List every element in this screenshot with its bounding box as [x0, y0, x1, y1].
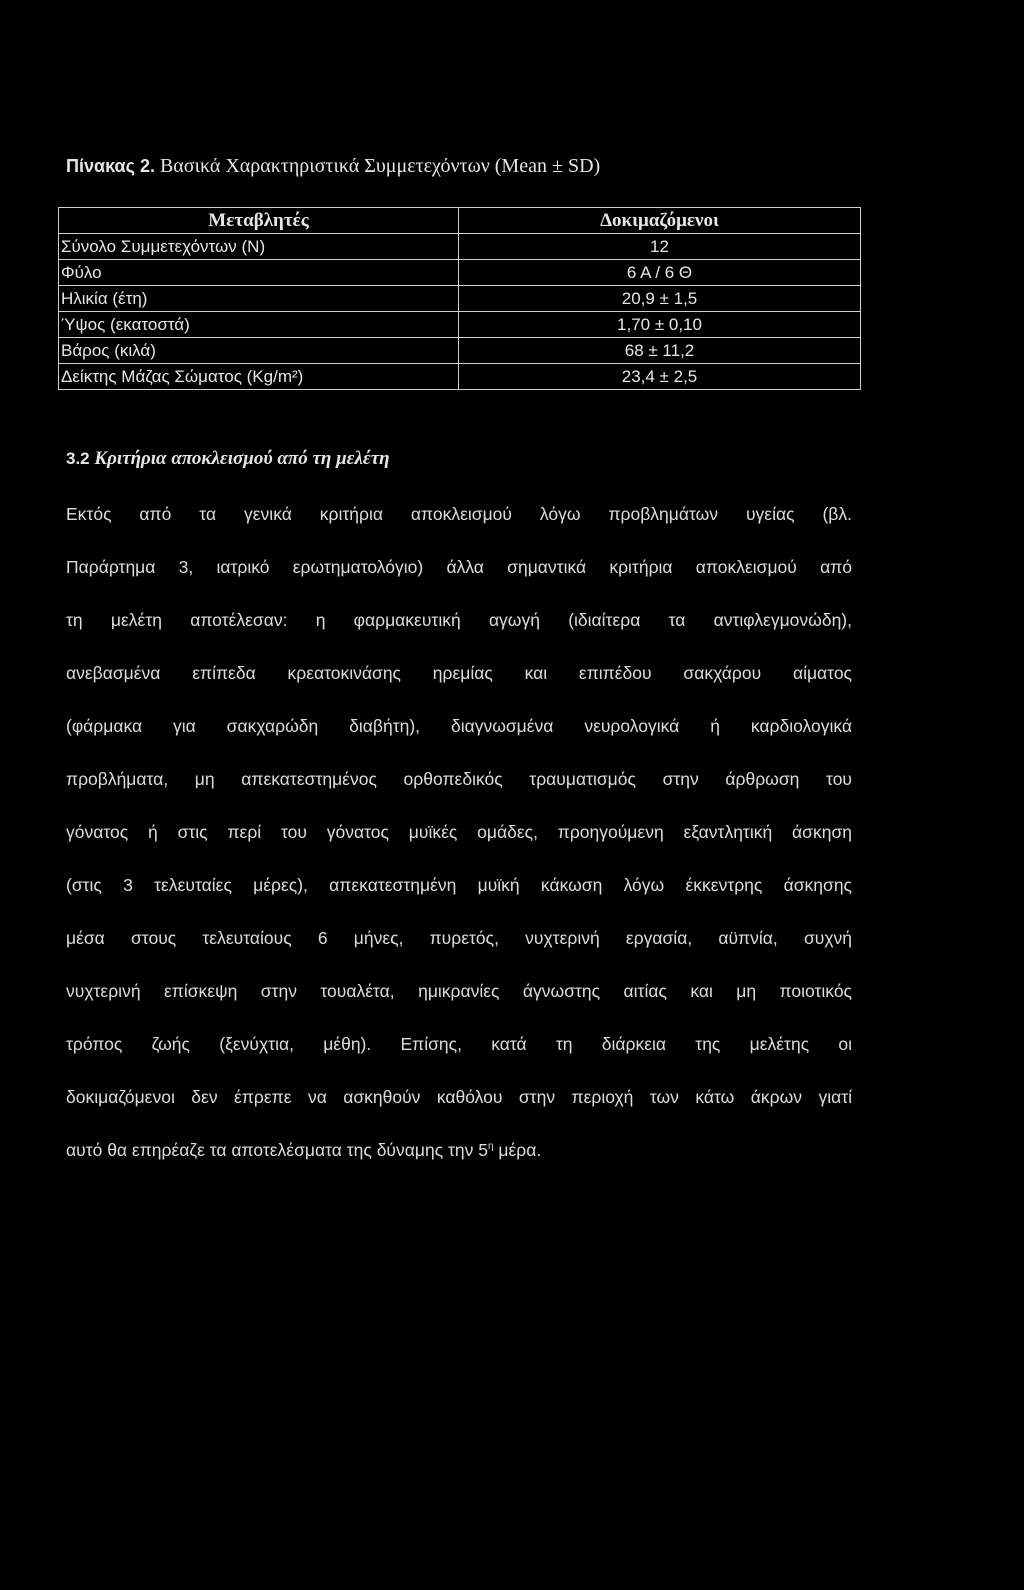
paragraph-line: νυχτερινή επίσκεψη στην τουαλέτα, ημικρανίες άγνωστης αιτίας και μη ποιοτικός	[66, 981, 852, 1001]
paragraph-line: τρόπος ζωής (ξενύχτια, μέθη). Επίσης, κατά τη διάρκεια της μελέτης οι	[66, 1034, 852, 1054]
section-number: 3.2	[66, 449, 90, 468]
table-row	[59, 364, 861, 390]
row-label: Ύψος (εκατοστά)	[59, 312, 459, 338]
row-label: Βάρος (κιλά)	[59, 338, 459, 364]
paragraph-line: προβλήματα, μη απεκατεστημένος ορθοπεδικός τραυματισμός στην άρθρωση του	[66, 769, 852, 789]
paragraph-line: μέσα στους τελευταίους 6 μήνες, πυρετός, νυχτερινή εργασία, αϋπνία, συχνή	[66, 928, 852, 948]
row-value: 12	[459, 234, 861, 260]
paragraph-line: Εκτός από τα γενικά κριτήρια αποκλεισμού λόγω προβλημάτων υγείας (βλ.	[66, 504, 852, 524]
last-line-text: αυτό θα επηρέαζε τα αποτελέσματα της δύναμης την 5	[66, 1140, 488, 1160]
table-row	[59, 234, 861, 260]
paragraph-line: (φάρμακα για σακχαρώδη διαβήτη), διαγνωσμένα νευρολογικά ή καρδιολογικά	[66, 716, 852, 736]
table-row	[59, 338, 861, 364]
paragraph-line: (στις 3 τελευταίες μέρες), απεκατεστημένη μυϊκή κάκωση λόγω έκκεντρης άσκησης	[66, 875, 852, 895]
header-variables: Μεταβλητές	[59, 208, 459, 234]
last-line-end: μέρα.	[493, 1140, 542, 1160]
table-caption	[66, 152, 600, 180]
exclusion-paragraph	[66, 488, 852, 1177]
row-label: Δείκτης Μάζας Σώματος (Kg/m²)	[59, 364, 459, 390]
row-value: 20,9 ± 1,5	[459, 286, 861, 312]
paragraph-line: τη μελέτη αποτέλεσαν: η φαρμακευτική αγωγή (ιδιαίτερα τα αντιφλεγμονώδη),	[66, 610, 852, 630]
table-caption-label: Πίνακας 2.	[66, 156, 155, 176]
ordinal-suffix: η	[487, 1141, 494, 1153]
row-value: 1,70 ± 0,10	[459, 312, 861, 338]
paragraph-line: γόνατος ή στις περί του γόνατος μυϊκές ομάδες, προηγούμενη εξαντλητική άσκηση	[66, 822, 852, 842]
paragraph-line: ανεβασμένα επίπεδα κρεατοκινάσης ηρεμίας και επιπέδου σακχάρου αίματος	[66, 663, 852, 683]
paragraph-last-line	[66, 1124, 852, 1177]
table-caption-text: Βασικά Χαρακτηριστικά Συμμετεχόντων (Mean ± SD)	[154, 155, 601, 177]
row-label: Φύλο	[59, 260, 459, 286]
table-row	[59, 260, 861, 286]
header-subjects: Δοκιμαζόμενοι	[459, 208, 861, 234]
paragraph-line: δοκιμαζόμενοι δεν έπρεπε να ασκηθούν καθόλου στην περιοχή των κάτω άκρων γιατί	[66, 1087, 852, 1107]
row-label: Ηλικία (έτη)	[59, 286, 459, 312]
paragraph-line: Παράρτημα 3, ιατρικό ερωτηματολόγιο) άλλα σημαντικά κριτήρια αποκλεισμού από	[66, 557, 852, 577]
row-value: 68 ± 11,2	[459, 338, 861, 364]
section-title: Κριτήρια αποκλεισμού από τη μελέτη	[89, 448, 390, 469]
row-value: 6 Α / 6 Θ	[459, 260, 861, 286]
row-label: Σύνολο Συμμετεχόντων (N)	[59, 234, 459, 260]
table-row	[59, 312, 861, 338]
participants-table	[58, 207, 861, 390]
table-row	[59, 286, 861, 312]
row-value: 23,4 ± 2,5	[459, 364, 861, 390]
table-header-row	[59, 208, 861, 234]
section-heading	[66, 448, 390, 470]
